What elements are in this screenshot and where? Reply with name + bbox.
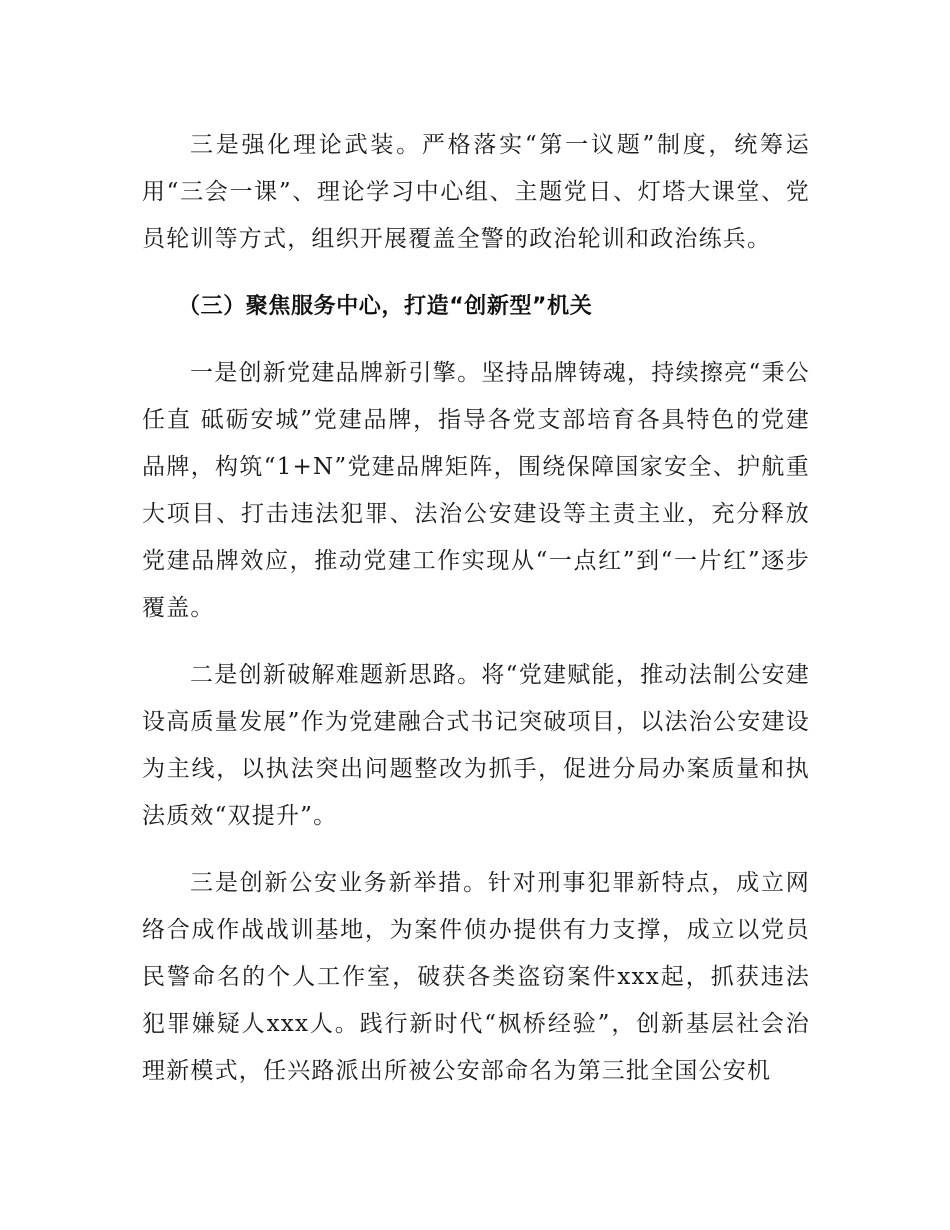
section-heading: （三）聚焦服务中心，打造“创新型”机关 [178,294,593,319]
paragraph-problem-solving: 二是创新破解难题新思路。将“党建赋能，推动法制公安建设高质量发展”作为党建融合式书记突破项目，以法治公安建设为主线，以执法突出问题整改为抓手，促进分局办案质量和执法质效“双提升”。 [142,662,810,829]
document-body [142,122,810,1095]
paragraph-party-brand: 一是创新党建品牌新引擎。坚持品牌铸魂，持续擦亮“秉公任直 砥砺安城”党建品牌，指导各党支部培育各具特色的党建品牌，构筑“1+N”党建品牌矩阵，围绕保障国家安全、护航重大项目、打击违法犯罪、法治公安建设等主责主业，充分释放党建品牌效应，推动党建工作实现从“一点红”到“一片红”逐步覆盖。 [142,360,810,621]
paragraph-police-business: 三是创新公安业务新举措。针对刑事犯罪新特点，成立网络合成作战战训基地，为案件侦办提供有力支撑，成立以党员民警命名的个人工作室，破获各类盗窃案件xxx起，抓获违法犯罪嫌疑人xxx人。践行新时代“枫桥经验”，创新基层社会治理新模式，任兴路派出所被公安部命名为第三批全国公安机 [142,870,810,1084]
paragraph-theory-study: 三是强化理论武装。严格落实“第一议题”制度，统筹运用“三会一课”、理论学习中心组、主题党日、灯塔大课堂、党员轮训等方式，组织开展覆盖全警的政治轮训和政治练兵。 [142,132,810,252]
